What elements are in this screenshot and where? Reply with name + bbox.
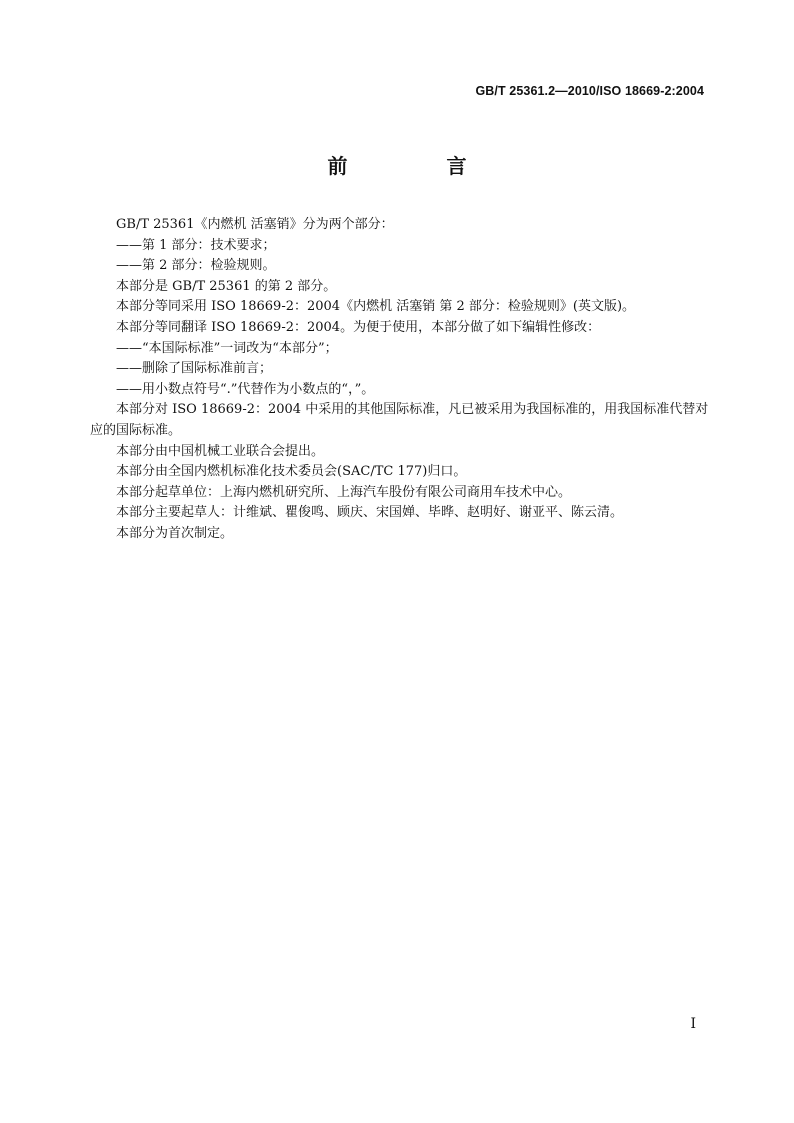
- standard-code: GB/T 25361.2—2010/ISO 18669-2:2004: [475, 84, 704, 98]
- page-number: I: [690, 1016, 696, 1032]
- paragraph: 本部分是 GB/T 25361 的第 2 部分。: [116, 278, 337, 294]
- paragraph: ——用小数点符号“.”代替作为小数点的“，”。: [116, 381, 375, 397]
- paragraph: 本部分由中国机械工业联合会提出。: [116, 443, 325, 459]
- paragraph: 本部分为首次制定。: [116, 525, 234, 541]
- paragraph: 本部分对 ISO 18669-2：2004 中采用的其他国际标准，凡已被采用为我国标准的，用我国标准代替对应的国际标准。: [90, 402, 709, 438]
- paragraph: ——第 1 部分：技术要求；: [116, 237, 276, 253]
- paragraph: 本部分起草单位：上海内燃机研究所、上海汽车股份有限公司商用车技术中心。: [116, 484, 572, 500]
- paragraph: ——“本国际标准”一词改为“本部分”；: [116, 340, 338, 356]
- paragraph: ——第 2 部分：检验规则。: [116, 258, 276, 274]
- paragraph: ——删除了国际标准前言；: [116, 361, 273, 377]
- paragraph: GB/T 25361《内燃机 活塞销》分为两个部分：: [116, 217, 394, 232]
- preface-body: [90, 215, 710, 545]
- page-title: 前 言: [327, 154, 513, 178]
- paragraph: 本部分主要起草人：计维斌、瞿俊鸣、顾庆、宋国婵、毕晔、赵明好、谢亚平、陈云清。: [116, 505, 624, 521]
- paragraph: 本部分由全国内燃机标准化技术委员会(SAC/TC 177)归口。: [116, 464, 467, 480]
- paragraph: 本部分等同翻译 ISO 18669-2：2004。为便于使用，本部分做了如下编辑性修改：: [116, 319, 601, 335]
- paragraph: 本部分等同采用 ISO 18669-2：2004《内燃机 活塞销 第 2 部分：检验规则》(英文版)。: [116, 299, 636, 315]
